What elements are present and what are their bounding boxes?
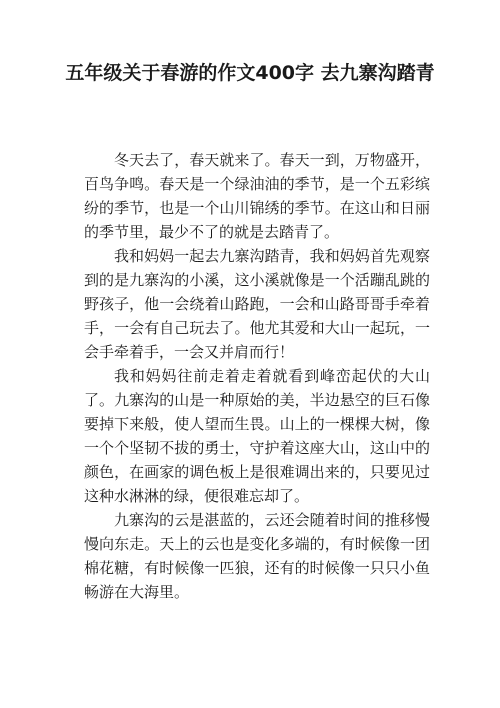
paragraph: 九寨沟的云是湛蓝的，云还会随着时间的推移慢慢向东走。天上的云也是变化多端的，有时候像一团棉花糖，有时候像一匹狼，还有的时候像一只只小鱼畅游在大海里。	[84, 511, 430, 601]
document-title: 五年级关于春游的作文400字 去九寨沟踏青	[65, 62, 435, 84]
paragraph: 我和妈妈往前走着走着就看到峰峦起伏的大山了。九寨沟的山是一种原始的美，半边悬空的巨石像要掉下来般，使人望而生畏。山上的一棵棵大树，像一个个坚韧不拔的勇士，守护着这座大山，这山中的颜色，在画家的调色板上是很难调出来的，只要见过这种水淋淋的绿，便很难忘却了。	[84, 367, 430, 505]
paragraph: 冬天去了，春天就来了。春天一到，万物盛开，百鸟争鸣。春天是一个绿油油的季节，是一个五彩缤纷的季节，也是一个山川锦绣的季节。在这山和日丽的季节里，最少不了的就是去踏青了。	[84, 151, 430, 241]
document-body	[84, 148, 430, 604]
paragraph: 我和妈妈一起去九寨沟踏青，我和妈妈首先观察到的是九寨沟的小溪，这小溪就像是一个活蹦乱跳的野孩子，他一会绕着山路跑，一会和山路哥哥手牵着手，一会有自己玩去了。他尤其爱和大山一起玩，一会手牵着手，一会又并肩而行！	[84, 247, 430, 361]
